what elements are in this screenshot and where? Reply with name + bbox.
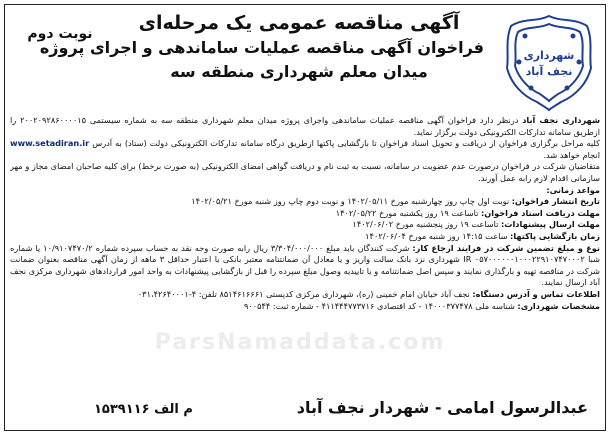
title-line-2: فراخوان آگهی مناقصه عملیات ساماندهی و اجرای پروژه (39, 38, 484, 57)
contact-text: نجف آباد خیابان امام خمینی (ره)، شهرداری مرکزی کدپستی ۸۵۱۴۶۱۶۶۶۱ تلفن: ۴-۰۳۱،۴۲۶۴۰۰۰۱ (137, 288, 473, 299)
submission-deadline-label: مهلت ارسال پیشنهادات: (500, 219, 600, 230)
company-text: شناسه ملی ۱۴۰۰۰۳۷۷۴۷۸ - کد اقتصادی ۴۱۱۴۴۴۷۷۳۷۱۶ - شماره ثبت: ۹۰۰۵۴۴ (243, 300, 518, 311)
intro-text: درنظر دارد فراخوان آگهی مناقصه عملیات ساماندهی واجرای پروژه میدان معلم شهرداری منطقه سه به شماره سیستمی ۲۰۰۲۰۹۲۸۶۰۰۰۰۱۵ را ازطریق سامانه تدارکات الکترونیکی دولت برگزار نماید. (10, 115, 600, 137)
publication-date-label: تاریخ انتشار فراخوان: (511, 196, 600, 207)
company-line (10, 301, 600, 313)
registration-paragraph (10, 161, 600, 184)
title-line-3: میدان معلم شهرداری منطقه سه (170, 62, 428, 81)
notice-footer (4, 392, 606, 426)
documents-deadline-line (10, 208, 600, 220)
logo-emblem-icon (501, 12, 597, 112)
submission-deadline-value: تاساعت ۱۹ روز پنجشنبه مورخ ۱۴۰۲/۰۶/۰۲ (352, 219, 501, 230)
signer-name: عبدالرسول امامی - شهردار نجف آباد (296, 398, 588, 417)
intro-paragraph (10, 115, 600, 138)
publication-date-line (10, 196, 600, 208)
notice-header (4, 6, 606, 114)
dates-heading-text: مواعد زمانی: (546, 184, 600, 195)
watermark-text: ParsNamaddata.com (154, 330, 446, 355)
procedure-end: انجام خواهد شد. (543, 149, 600, 160)
dates-heading (10, 185, 600, 197)
guarantee-text: شرکت کنندگان باید مبلغ ۳/۳۰۴/۰۰۰/۰۰۰ ریال رابه صورت وجه نقد به حساب سپرده شماره ۱۰/۹۱۰۷۴۷۰/۲ یا شماره شبا IR ۰۵۷۰۰۰۰۰۰۱۰۰۰۲۲۹۱۰۷۴۷۰۰۰۲ شهرداری نزد بانک سالت واریز و یا معادل آن ضمانتنامه معتبر بانکی با اعتبار حداقل ۳ ماهه از زمان آگهی مناقصه بعنوان ضمانت شرکت در مناقصه تهیه و بارگذاری نمایند و سپس اصل ضمانتنامه و یا تاییدیه وصول مبلغ سپرده را قبل از بازگشایی پیشنهادات به واحد امور قراردادهای شهرداری مرکزی نجف آباد ارسال نمایند. (10, 242, 600, 288)
procedure-paragraph (10, 138, 600, 161)
company-label: مشخصات شهرداری: (517, 300, 600, 311)
opening-time-label: زمان بازگشایی پاکتها: (510, 230, 600, 241)
logo-text-top: شهرداری (523, 49, 575, 62)
municipality-name: شهرداری نجف آباد (522, 115, 600, 125)
title-line-1: آگهی مناقصه عمومی یک مرحله‌ای (138, 12, 460, 34)
publication-date-value: نوبت اول چاپ روز چهارشنبه مورخ ۱۴۰۲/۰۵/۱۱ و نوبت دوم چاپ روز شنبه مورخ ۱۴۰۲/۰۵/۲۱ (191, 196, 512, 207)
procedure-text: کلیه مراحل برگزاری فراخوان از دریافت و تحویل اسناد فراخوان تا بازگشایی پاکتها ازطریق درگاه سامانه تدارکات الکترونیکی دولت (ستاد) به آدرس (89, 138, 600, 149)
notice-number: م الف ۱۵۳۹۱۱۶ (94, 402, 193, 417)
guarantee-label: نوع و مبلغ تضمین شرکت در فرایند ارجاع کار: (412, 242, 600, 253)
registration-text: متقاضیان شرکت در فراخوان درصورت عدم عضویت در سامانه، نسبت به ثبت نام و دریافت گواهی امضای الکترونیکی (به صورت برخط) برای کلیه صاحبان امضای مجاز و مهر سازمانی اقدام لازم رابه عمل آورند. (10, 161, 600, 183)
opening-time-line (10, 231, 600, 243)
municipality-logo (501, 12, 597, 112)
opening-time-value: ساعت ۱۴:۱۵ روز شنبه مورخ ۱۴۰۲/۰۶/۰۴ (365, 230, 511, 241)
setad-link[interactable]: www.setadiran.ir (10, 138, 90, 149)
guarantee-paragraph (10, 243, 600, 289)
submission-deadline-line (10, 219, 600, 231)
documents-deadline-label: مهلت دریافت اسناد فراخوان: (481, 207, 600, 218)
logo-text-bottom: نجف آباد (525, 65, 573, 78)
contact-line (10, 289, 600, 301)
contact-label: اطلاعات تماس و آدرس دستگاه: (472, 288, 600, 299)
documents-deadline-value: تاساعت ۱۹ روز یکشنبه مورخ ۱۴۰۲/۰۵/۲۲ (335, 207, 482, 218)
publication-round: نوبت دوم (27, 26, 93, 42)
notice-body (10, 115, 600, 365)
